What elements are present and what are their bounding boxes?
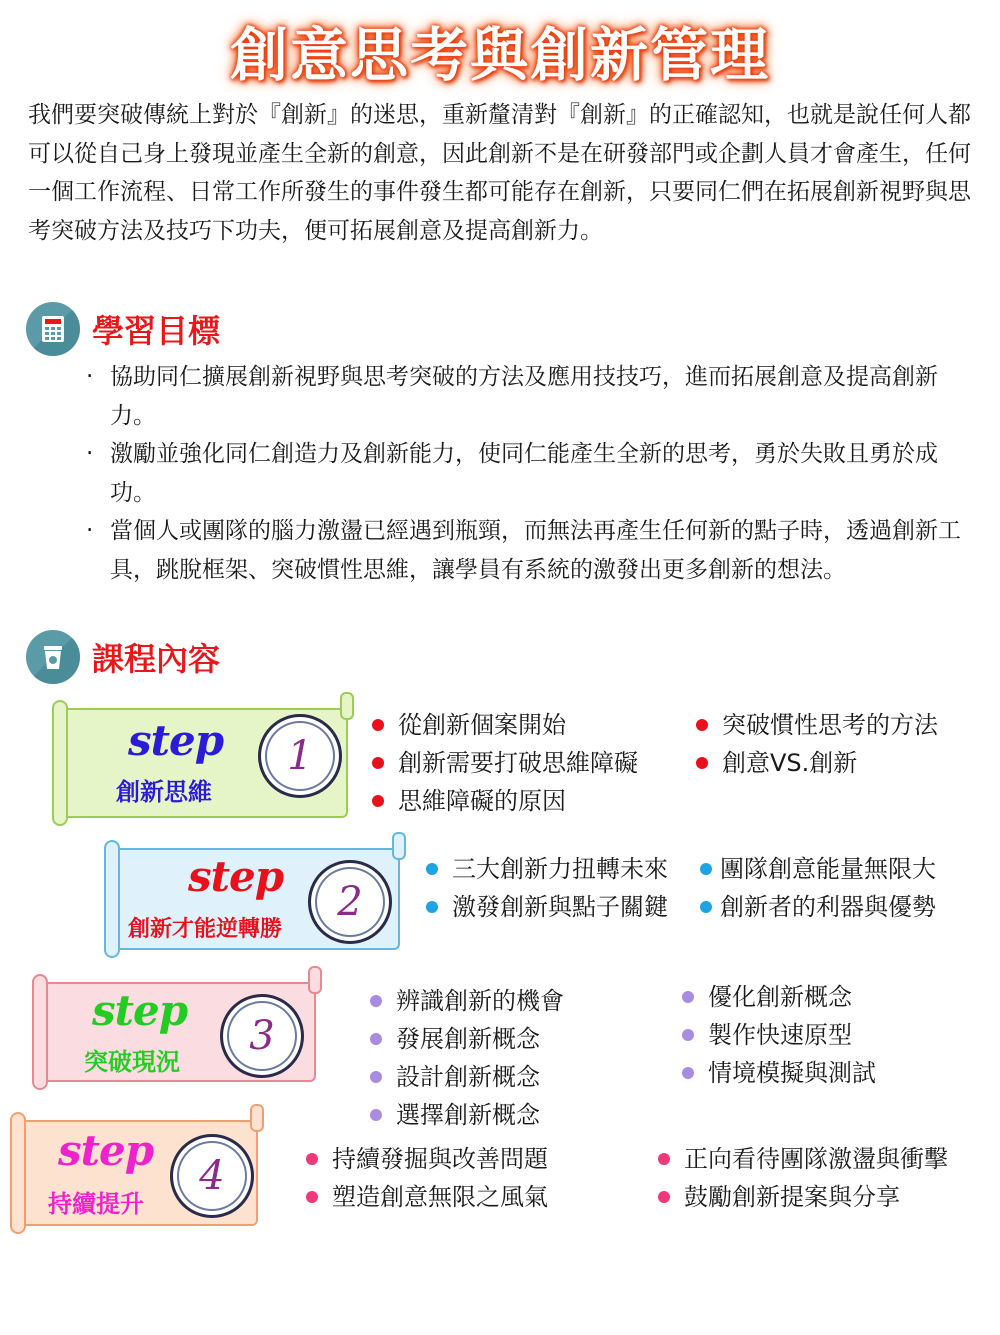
step-2-col1 <box>426 850 668 926</box>
goals-title: 學習目標 <box>92 312 221 350</box>
step-3-number: 3 <box>249 1013 275 1059</box>
coffee-cup-icon <box>26 630 80 684</box>
list-item: 思維障礙的原因 <box>372 782 638 820</box>
list-item: 鼓勵創新提案與分享 <box>658 1178 948 1216</box>
goal-item <box>86 435 978 512</box>
list-item: 製作快速原型 <box>682 1016 876 1054</box>
list-item: 從創新個案開始 <box>372 706 638 744</box>
content-section-header <box>26 630 220 684</box>
goal-item <box>86 358 978 435</box>
step-1-badge <box>258 714 342 798</box>
list-item: 發展創新概念 <box>370 1020 564 1058</box>
step-4-number: 4 <box>199 1153 225 1199</box>
step-3-word: step <box>92 986 188 1035</box>
list-item: 優化創新概念 <box>682 978 876 1016</box>
step-2-col2 <box>700 850 936 926</box>
step-3-banner <box>36 974 316 1090</box>
list-item: 團隊創意能量無限大 <box>700 850 936 888</box>
list-item: 辨識創新的機會 <box>370 982 564 1020</box>
step-1-number: 1 <box>287 733 313 779</box>
step-3-col1 <box>370 982 564 1134</box>
intro-paragraph: 我們要突破傳統上對於『創新』的迷思，重新釐清對『創新』的正確認知，也就是說任何人都可以從自己身上發現並產生全新的創意，因此創新不是在研發部門或企劃人員才會產生，任何一個工作流程、日常工作所發生的事件發生都可能存在創新，只要同仁們在拓展創新視野與思考突破方法及技巧下功夫，便可拓展創意及提高創新力。 <box>28 102 971 244</box>
step-2-number: 2 <box>337 879 363 925</box>
calculator-icon <box>26 302 80 356</box>
list-item: 情境模擬與測試 <box>682 1054 876 1092</box>
step-2-badge <box>308 860 392 944</box>
list-item: 塑造創意無限之風氣 <box>306 1178 548 1216</box>
list-item: 設計創新概念 <box>370 1058 564 1096</box>
goal-text: 激勵並強化同仁創造力及創新能力，使同仁能產生全新的思考，勇於失敗且勇於成功。 <box>110 441 938 506</box>
step-3-badge <box>220 994 304 1078</box>
step-3-col2 <box>682 978 876 1092</box>
list-item: 持續發掘與改善問題 <box>306 1140 548 1178</box>
page-title: 創意思考與創新管理 <box>229 21 770 89</box>
goal-text: 當個人或團隊的腦力激盪已經遇到瓶頸，而無法再產生任何新的點子時，透過創新工具，跳脫框架、突破慣性思維，讓學員有系統的激發出更多創新的想法。 <box>110 518 961 583</box>
content-title: 課程內容 <box>92 640 221 678</box>
list-item: 創新需要打破思維障礙 <box>372 744 638 782</box>
step-1-col1 <box>372 706 638 820</box>
goals-section-header <box>26 302 220 356</box>
goal-bullet: ‧ <box>86 364 94 390</box>
step-2-name: 創新才能逆轉勝 <box>128 917 283 942</box>
list-item: 三大創新力扭轉未來 <box>426 850 668 888</box>
step-4-word: step <box>58 1126 154 1175</box>
list-item: 創新者的利器與優勢 <box>700 888 936 926</box>
step-1-name: 創新思維 <box>116 778 212 806</box>
goal-bullet: ‧ <box>86 518 94 544</box>
list-item: 突破慣性思考的方法 <box>696 706 938 744</box>
step-4-col1 <box>306 1140 548 1216</box>
step-4-banner <box>14 1112 258 1234</box>
step-3-name: 突破現況 <box>84 1048 180 1076</box>
goals-list <box>86 358 978 589</box>
step-1-word: step <box>128 716 224 765</box>
step-4-badge <box>170 1134 254 1218</box>
list-item: 正向看待團隊激盪與衝擊 <box>658 1140 948 1178</box>
goal-item <box>86 512 978 589</box>
list-item: 選擇創新概念 <box>370 1096 564 1134</box>
list-item: 創意VS.創新 <box>696 744 938 782</box>
list-item: 激發創新與點子關鍵 <box>426 888 668 926</box>
step-4-name: 持續提升 <box>48 1190 144 1218</box>
step-2-banner <box>108 840 400 958</box>
step-1-banner <box>56 700 348 826</box>
step-1-col2 <box>696 706 938 782</box>
step-2-word: step <box>188 852 284 901</box>
goal-text: 協助同仁擴展創新視野與思考突破的方法及應用技技巧，進而拓展創意及提高創新力。 <box>110 364 938 429</box>
goal-bullet: ‧ <box>86 441 94 467</box>
step-4-col2 <box>658 1140 948 1216</box>
